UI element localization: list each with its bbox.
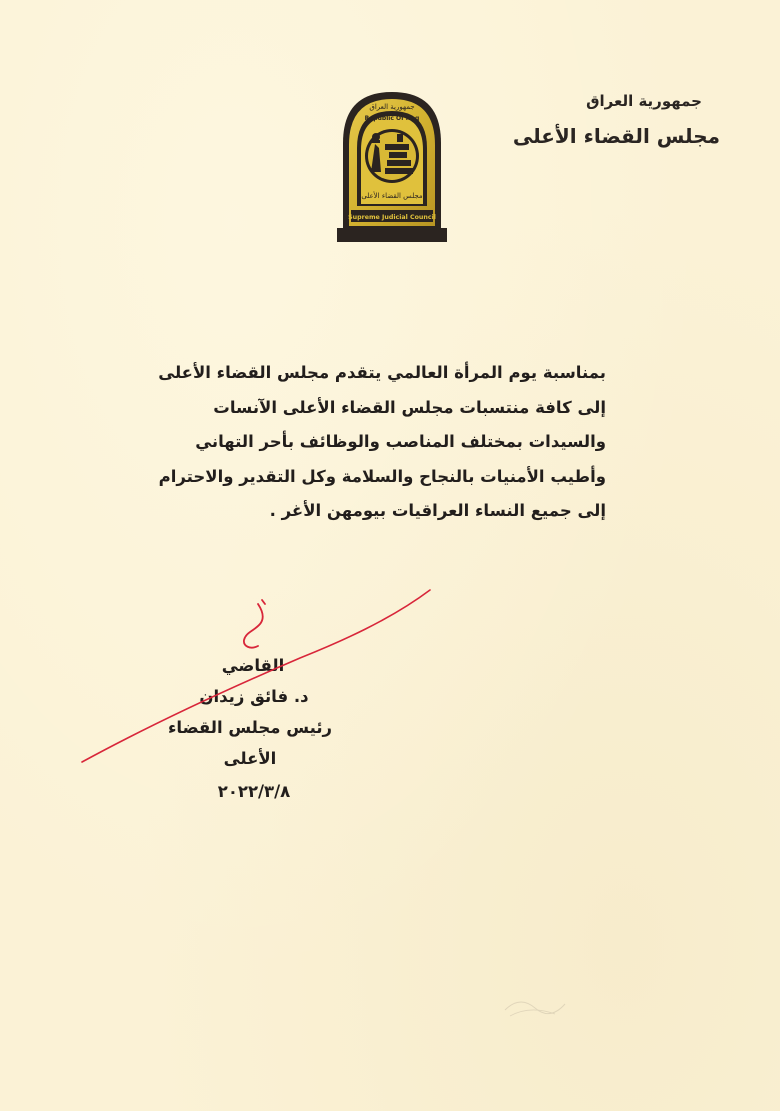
body-line: إلى كافة منتسبات مجلس القضاء الأعلى الآنسات [213,397,606,417]
letter-date: ٢٠٢٢/٣/٨ [217,782,291,801]
body-line: بمناسبة يوم المرأة العالمي يتقدم مجلس القضاء الأعلى [158,363,606,382]
body-line: والسيدات بمختلف المناصب والوظائف بأحر التهاني [195,432,606,452]
faint-stamp-mark [500,990,570,1020]
seal-top-arabic: جمهورية العراق [369,103,415,111]
seal-top-english: Republic Of Iraq [364,115,420,122]
body-line: إلى جميع النساء العراقيات بيومهن الأغر . [269,501,606,521]
seal-bottom-english: Supreme Judicial Council [348,214,436,221]
signatory-name: د. فائق زيدان [199,687,309,706]
signatory-title: القاضي [221,656,285,675]
supreme-judicial-council-seal [337,88,447,242]
council-name: مجلس القضاء الأعلى [512,124,720,148]
country-name: جمهورية العراق [586,92,702,110]
signatory-position: رئيس مجلس القضاء الأعلى [167,718,333,768]
letterhead [460,92,720,148]
seal-bottom-arabic: مجلس القضاء الأعلى [361,192,423,200]
signature-block [140,650,360,807]
body-line: وأطيب الأمنيات بالنجاح والسلامة وكل التقدير والاحترام [158,466,606,486]
letter-body [158,356,606,529]
